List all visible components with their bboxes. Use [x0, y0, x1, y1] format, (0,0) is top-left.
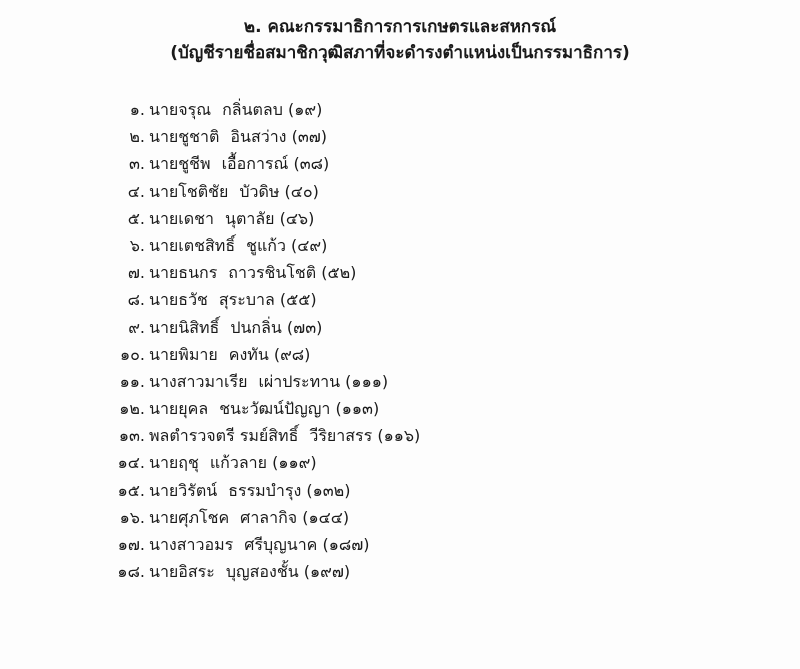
- member-full-name: [149, 449, 317, 476]
- document-header: [0, 14, 800, 66]
- list-item: [0, 150, 800, 177]
- list-item: [0, 96, 800, 123]
- list-item-number: ๘.: [127, 290, 145, 310]
- list-item-number: ๑๖.: [119, 507, 145, 527]
- list-item: [0, 558, 800, 585]
- member-surname: เผ่าประทาน (๑๑๑): [258, 371, 389, 391]
- member-name: นายชูชีพ: [149, 154, 211, 174]
- member-name: นายยุคล: [149, 399, 209, 419]
- member-full-name: [149, 123, 327, 150]
- member-full-name: [149, 314, 322, 341]
- member-name: นายธนกร: [149, 263, 218, 283]
- member-name: นายนิสิทธิ์: [149, 317, 220, 337]
- list-item: [0, 477, 800, 504]
- document-title: ๒. คณะกรรมาธิการการเกษตรและสหกรณ์: [243, 17, 557, 37]
- list-item-number: ๑๕.: [117, 480, 145, 500]
- list-item: [0, 449, 800, 476]
- member-full-name: [149, 504, 349, 531]
- member-surname: ศาลากิจ (๑๔๔): [240, 507, 350, 527]
- member-full-name: [149, 259, 356, 286]
- member-full-name: [149, 477, 350, 504]
- list-item-number: ๑๔.: [117, 453, 145, 473]
- member-surname: วีริยาสรร (๑๑๖): [309, 426, 421, 446]
- member-surname: ถาวรชินโชติ (๕๒): [228, 263, 357, 283]
- list-item: [0, 205, 800, 232]
- member-name: นายวิรัตน์: [149, 480, 218, 500]
- member-name: นายเดชา: [149, 208, 214, 228]
- list-item-number: ๕.: [127, 208, 145, 228]
- list-item: [0, 504, 800, 531]
- member-name: นายเตชสิทธิ์: [149, 235, 236, 255]
- member-surname: ชูแก้ว (๔๙): [246, 235, 328, 255]
- member-surname: บัวดิษ (๔๐): [239, 181, 319, 201]
- list-item-number: ๑๓.: [118, 426, 145, 446]
- member-full-name: [149, 178, 319, 205]
- member-full-name: [149, 395, 379, 422]
- list-item-number: ๑๗.: [117, 535, 145, 554]
- list-item: [0, 341, 800, 368]
- member-full-name: [149, 422, 420, 449]
- member-name: นายฤชุ: [149, 453, 199, 473]
- member-full-name: [149, 531, 369, 558]
- document-subtitle: (บัญชีรายชื่อสมาชิกวุฒิสภาที่จะดำรงตำแหน่งเป็นกรรมาธิการ): [170, 43, 630, 63]
- list-item-number: ๑.: [129, 100, 145, 119]
- list-item: [0, 286, 800, 313]
- member-surname: ธรรมบำรุง (๑๓๒): [228, 480, 351, 500]
- member-full-name: [149, 96, 322, 123]
- list-item: [0, 422, 800, 449]
- list-item: [0, 314, 800, 341]
- member-full-name: [149, 341, 310, 368]
- member-full-name: [149, 286, 317, 313]
- list-item-number: ๗.: [127, 263, 145, 283]
- list-item-number: ๑๐.: [119, 344, 145, 364]
- member-name: นายชูชาติ: [149, 127, 220, 147]
- member-surname: นุตาลัย (๔๖): [225, 208, 315, 228]
- member-surname: สุระบาล (๕๕): [218, 290, 317, 310]
- member-name: นางสาวมาเรีย: [149, 371, 248, 391]
- list-item: [0, 123, 800, 150]
- member-list: [0, 96, 800, 585]
- list-item-number: ๔.: [127, 181, 145, 201]
- member-surname: กลิ่นตลบ (๑๙): [222, 100, 323, 119]
- list-item-number: ๓.: [128, 154, 145, 174]
- member-name: นายจรุณ: [149, 100, 212, 119]
- list-item: [0, 368, 800, 395]
- list-item-number: ๒.: [129, 127, 145, 147]
- list-item: [0, 232, 800, 259]
- list-item: [0, 531, 800, 558]
- member-surname: เอื้อการณ์ (๓๘): [221, 154, 330, 174]
- member-name: นายธวัช: [149, 290, 208, 310]
- member-full-name: [149, 558, 350, 585]
- member-full-name: [149, 232, 327, 259]
- member-full-name: [149, 150, 329, 177]
- list-item: [0, 395, 800, 422]
- member-full-name: [149, 205, 314, 232]
- member-surname: คงทัน (๙๘): [228, 344, 311, 364]
- list-item-number: ๖.: [129, 235, 145, 255]
- member-surname: ศรีบุญนาค (๑๘๗): [244, 535, 370, 554]
- member-surname: ชนะวัฒน์ปัญญา (๑๑๓): [219, 399, 380, 419]
- member-name: นายพิมาย: [149, 344, 218, 364]
- member-name: พลตำรวจตรี รมย์สิทธิ์: [149, 426, 299, 446]
- member-surname: แก้วลาย (๑๑๙): [209, 453, 317, 473]
- member-full-name: [149, 368, 388, 395]
- member-name: นายอิสระ: [149, 562, 215, 582]
- member-name: นายโชติชัย: [149, 181, 229, 201]
- member-name: นายศุภโชค: [149, 507, 230, 527]
- list-item: [0, 259, 800, 286]
- list-item-number: ๑๒.: [119, 399, 145, 419]
- member-surname: บุญสองชั้น (๑๙๗): [225, 562, 351, 582]
- list-item-number: ๑๘.: [117, 562, 145, 582]
- member-surname: ปนกลิ่น (๗๓): [230, 317, 323, 337]
- list-item: [0, 178, 800, 205]
- list-item-number: ๙.: [128, 317, 145, 337]
- member-name: นางสาวอมร: [149, 535, 234, 554]
- list-item-number: ๑๑.: [119, 371, 145, 391]
- member-surname: อินสว่าง (๓๗): [230, 127, 328, 147]
